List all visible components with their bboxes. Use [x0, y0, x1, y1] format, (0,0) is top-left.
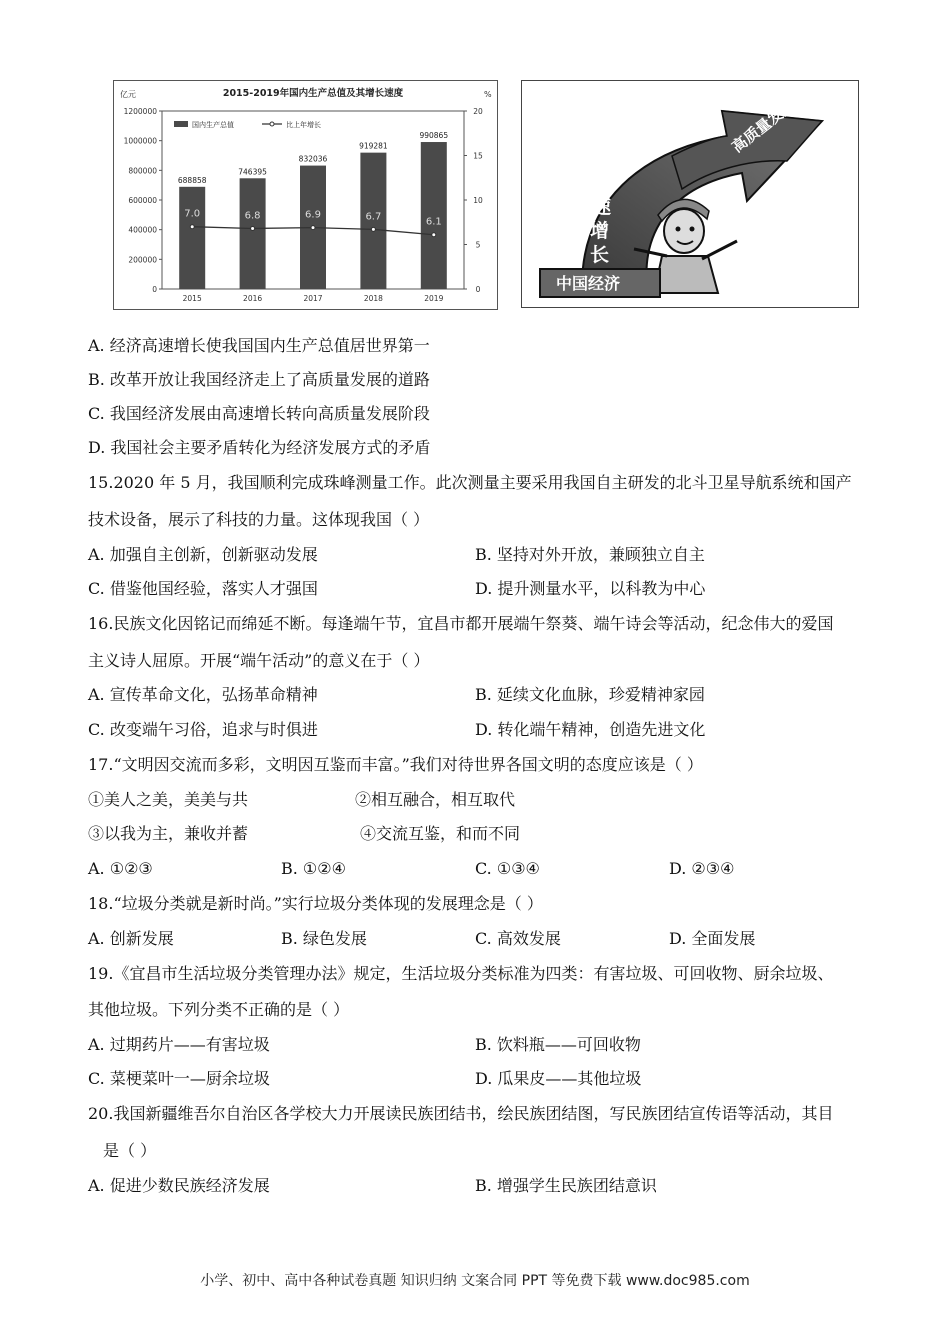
q18-option-c: C. 高效发展: [475, 929, 561, 948]
q15-option-a: A. 加强自主创新，创新驱动发展: [88, 545, 318, 564]
y-right-tick-label: 0: [475, 285, 481, 294]
chart-title: 2015-2019年国内生产总值及其增长速度: [222, 88, 404, 99]
x-tick-label: 2016: [243, 294, 263, 303]
bar-label: 688858: [177, 175, 207, 185]
y-left-tick-label: 1200000: [123, 107, 157, 116]
q16-stem-line2: 主义诗人屈原。开展“端午活动”的意义在于（ ）: [88, 651, 430, 670]
arrow-body-char-2: 速: [592, 196, 612, 218]
arrow-top-text: 高质量发展: [728, 95, 799, 157]
q18-option-b: B. 绿色发展: [281, 929, 367, 948]
arrow-body-char-1: 高: [596, 172, 616, 194]
q20-stem-line1: 20.我国新疆维吾尔自治区各学校大力开展读民族团结书，绘民族团结图，写民族团结宣传语等活动，其目: [88, 1104, 834, 1123]
bar-2015: [179, 187, 205, 289]
q20-option-a: A. 促进少数民族经济发展: [88, 1176, 270, 1195]
q17-statement-2: ②相互融合，相互取代: [355, 790, 516, 809]
x-tick-label: 2017: [303, 294, 323, 303]
y-right-tick-label: 10: [473, 196, 483, 205]
y-right-tick-label: 5: [475, 240, 481, 250]
y-left-tick-label: 1000000: [123, 136, 157, 146]
q15-stem-line1: 15.2020 年 5 月，我国顺利完成珠峰测量工作。此次测量主要采用我国自主研发的北斗卫星导航系统和国产: [88, 473, 852, 492]
q19-option-b: B. 饮料瓶——可回收物: [475, 1035, 641, 1054]
legend-bar-label: 国内生产总值: [192, 121, 234, 129]
base-text: 中国经济: [556, 274, 621, 293]
q19-stem-line1: 19.《宜昌市生活垃圾分类管理办法》规定，生活垃圾分类标准为四类：有害垃圾、可回收物、厨余垃圾、: [88, 964, 834, 983]
x-tick-label: 2018: [363, 294, 383, 303]
growth-label: 7.0: [184, 208, 201, 220]
q19-stem-line2: 其他垃圾。下列分类不正确的是（ ）: [88, 1000, 350, 1019]
q19-option-d: D. 瓜果皮——其他垃圾: [475, 1069, 642, 1088]
bar-label: 990865: [419, 131, 449, 141]
bar-label: 919281: [359, 141, 388, 151]
q14-option-c: C. 我国经济发展由高速增长转向高质量发展阶段: [88, 404, 430, 423]
growth-point: [251, 226, 255, 230]
growth-label: 6.9: [305, 209, 321, 221]
q16-option-c: C. 改变端午习俗，追求与时俱进: [88, 720, 318, 739]
x-tick-label: 2019: [424, 294, 444, 303]
q16-option-a: A. 宣传革命文化，弘扬革命精神: [88, 685, 318, 704]
q17-option-a: A. ①②③: [88, 859, 153, 878]
q17-option-c: C. ①③④: [475, 859, 540, 878]
growth-label: 6.7: [365, 211, 382, 223]
q14-option-a: A. 经济高速增长使我国国内生产总值居世界第一: [88, 336, 430, 355]
q15-option-c: C. 借鉴他国经验，落实人才强国: [88, 579, 318, 598]
legend-line-label: 比上年增长: [286, 121, 321, 129]
q19-option-a: A. 过期药片——有害垃圾: [88, 1035, 270, 1054]
q17-option-b: B. ①②④: [281, 859, 346, 878]
x-tick-label: 2015: [182, 294, 202, 303]
gdp-chart: [113, 80, 498, 310]
growth-label: 6.8: [244, 210, 261, 222]
growth-label: 6.1: [425, 216, 442, 228]
growth-point: [190, 225, 194, 229]
q17-stem: 17.“文明因交流而多彩，文明因互鉴而丰富。”我们对待世界各国文明的态度应该是（ ）: [88, 755, 703, 774]
gdp-chart-svg: [114, 81, 497, 309]
growth-point: [432, 233, 436, 237]
y-left-tick-label: 600000: [128, 196, 157, 205]
y-left-tick-label: 0: [152, 285, 157, 294]
q15-option-b: B. 坚持对外开放，兼顾独立自主: [475, 545, 705, 564]
q18-option-a: A. 创新发展: [88, 929, 174, 948]
growth-point: [371, 227, 375, 231]
legend-bar-swatch: [174, 121, 188, 127]
y-right-unit: %: [484, 90, 492, 99]
q16-option-d: D. 转化端午精神，创造先进文化: [475, 720, 706, 739]
q20-option-b: B. 增强学生民族团结意识: [475, 1176, 657, 1195]
q17-statement-1: ①美人之美，美美与共: [88, 790, 249, 809]
y-left-tick-label: 400000: [128, 225, 157, 235]
q14-option-b: B. 改革开放让我国经济走上了高质量发展的道路: [88, 370, 430, 389]
bar-label: 746395: [238, 167, 267, 177]
q15-stem-line2: 技术设备，展示了科技的力量。这体现我国（ ）: [88, 510, 430, 529]
y-left-unit: 亿元: [120, 90, 136, 99]
y-right-tick-label: 15: [473, 151, 483, 161]
q18-stem: 18.“垃圾分类就是新时尚。”实行垃圾分类体现的发展理念是（ ）: [88, 894, 543, 913]
arrow-body-char-3: 增: [590, 220, 610, 242]
q16-stem-line1: 16.民族文化因铭记而绵延不断。每逢端午节，宜昌市都开展端午祭葵、端午诗会等活动，纪念伟大的爱国: [88, 614, 834, 633]
cartoon-svg: [522, 81, 858, 307]
y-left-tick-label: 800000: [128, 166, 157, 176]
q17-statement-3: ③以我为主，兼收并蓄: [88, 824, 249, 843]
q17-option-d: D. ②③④: [669, 859, 735, 878]
bar-2019: [421, 142, 447, 289]
page-footer[interactable]: 小学、初中、高中各种试卷真题 知识归纳 文案合同 PPT 等免费下载 www.doc985.com: [200, 1273, 750, 1289]
bar-2016: [240, 178, 266, 289]
arrow-body-char-4: 长: [590, 244, 610, 266]
q20-stem-line2: 是（ ）: [103, 1141, 157, 1160]
y-left-tick-label: 200000: [128, 255, 157, 265]
y-right-tick-label: 20: [473, 107, 483, 116]
q19-option-c: C. 菜梗菜叶一—厨余垃圾: [88, 1069, 270, 1088]
legend-line-marker: [270, 122, 274, 126]
q17-statement-4: ④交流互鉴，和而不同: [360, 824, 521, 843]
bar-label: 832036: [298, 154, 328, 164]
q14-option-d: D. 我国社会主要矛盾转化为经济发展方式的矛盾: [88, 438, 431, 457]
q18-option-d: D. 全面发展: [669, 929, 756, 948]
economy-cartoon: [521, 80, 859, 308]
q16-option-b: B. 延续文化血脉，珍爱精神家园: [475, 685, 705, 704]
q15-option-d: D. 提升测量水平，以科教为中心: [475, 579, 706, 598]
growth-point: [311, 226, 315, 230]
